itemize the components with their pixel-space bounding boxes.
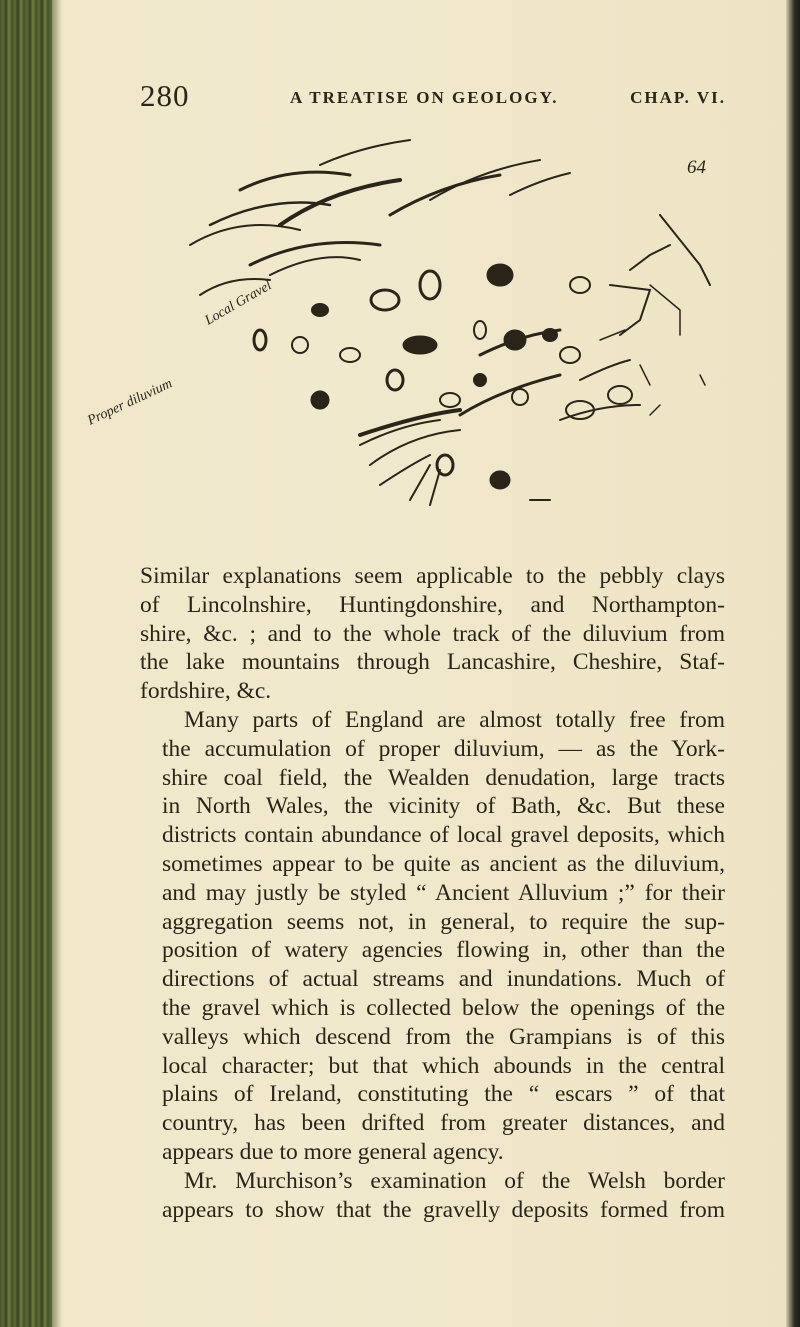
body-text: [140, 562, 725, 1224]
text-line: Many parts of England are almost totally free from: [184, 706, 725, 733]
text-line: appears to show that the gravelly deposits formed from: [162, 1196, 725, 1223]
text-line: shire, &c. ; and to the whole track of the diluvium from: [140, 620, 725, 647]
text-line: the accumulation of proper diluvium, — as the York-: [162, 735, 725, 762]
page-right-edge: [786, 0, 800, 1327]
text-line: position of watery agencies flowing in, other than the: [162, 937, 725, 964]
chapter-label: CHAP. VI.: [630, 88, 726, 107]
text-line: Similar explanations seem applicable to the pebbly clays: [140, 563, 725, 589]
text-line: Mr. Murchison’s examination of the Welsh border: [184, 1167, 725, 1194]
text-line: and may justly be styled “ Ancient Alluvium ;” for their: [162, 879, 725, 906]
geology-figure: [85, 135, 720, 555]
page-header: [140, 78, 740, 114]
text-line: districts contain abundance of local gravel deposits, which: [162, 822, 725, 849]
page-number: 280: [140, 78, 190, 113]
svg-text:Local Gravel: Local Gravel: [202, 278, 275, 329]
figure-number: 64: [687, 157, 706, 178]
text-line: plains of Ireland, constituting the “ escars ” of that: [162, 1081, 725, 1108]
text-line: country, has been drifted from greater distances, and: [162, 1110, 725, 1137]
paragraph-1: [140, 562, 725, 706]
svg-text:Proper diluvium: Proper diluvium: [85, 376, 175, 429]
text-line: local character; but that which abounds in the central: [162, 1052, 725, 1079]
text-line: aggregation seems not, in general, to require the sup-: [162, 908, 725, 935]
text-line: the gravel which is collected below the openings of the: [162, 994, 725, 1021]
paragraph-2: [140, 706, 725, 1167]
text-line: in North Wales, the vicinity of Bath, &c. But these: [162, 793, 725, 820]
text-line: fordshire, &c.: [140, 678, 272, 705]
text-line: the lake mountains through Lancashire, Cheshire, Staf-: [140, 649, 725, 676]
paragraph-3: [140, 1167, 725, 1225]
figure-illustration: [85, 135, 720, 555]
running-title: A TREATISE ON GEOLOGY.: [290, 88, 559, 107]
text-line: sometimes appear to be quite as ancient as the diluvium,: [162, 850, 725, 877]
text-line: valleys which descend from the Grampians is of this: [162, 1023, 725, 1050]
text-line: of Lincolnshire, Huntingdonshire, and Northampton-: [140, 591, 725, 618]
book-spine-edge: [0, 0, 52, 1327]
text-line: appears due to more general agency.: [162, 1138, 504, 1165]
text-line: directions of actual streams and inundations. Much of: [162, 966, 725, 993]
text-line: shire coal field, the Wealden denudation, large tracts: [162, 764, 725, 791]
